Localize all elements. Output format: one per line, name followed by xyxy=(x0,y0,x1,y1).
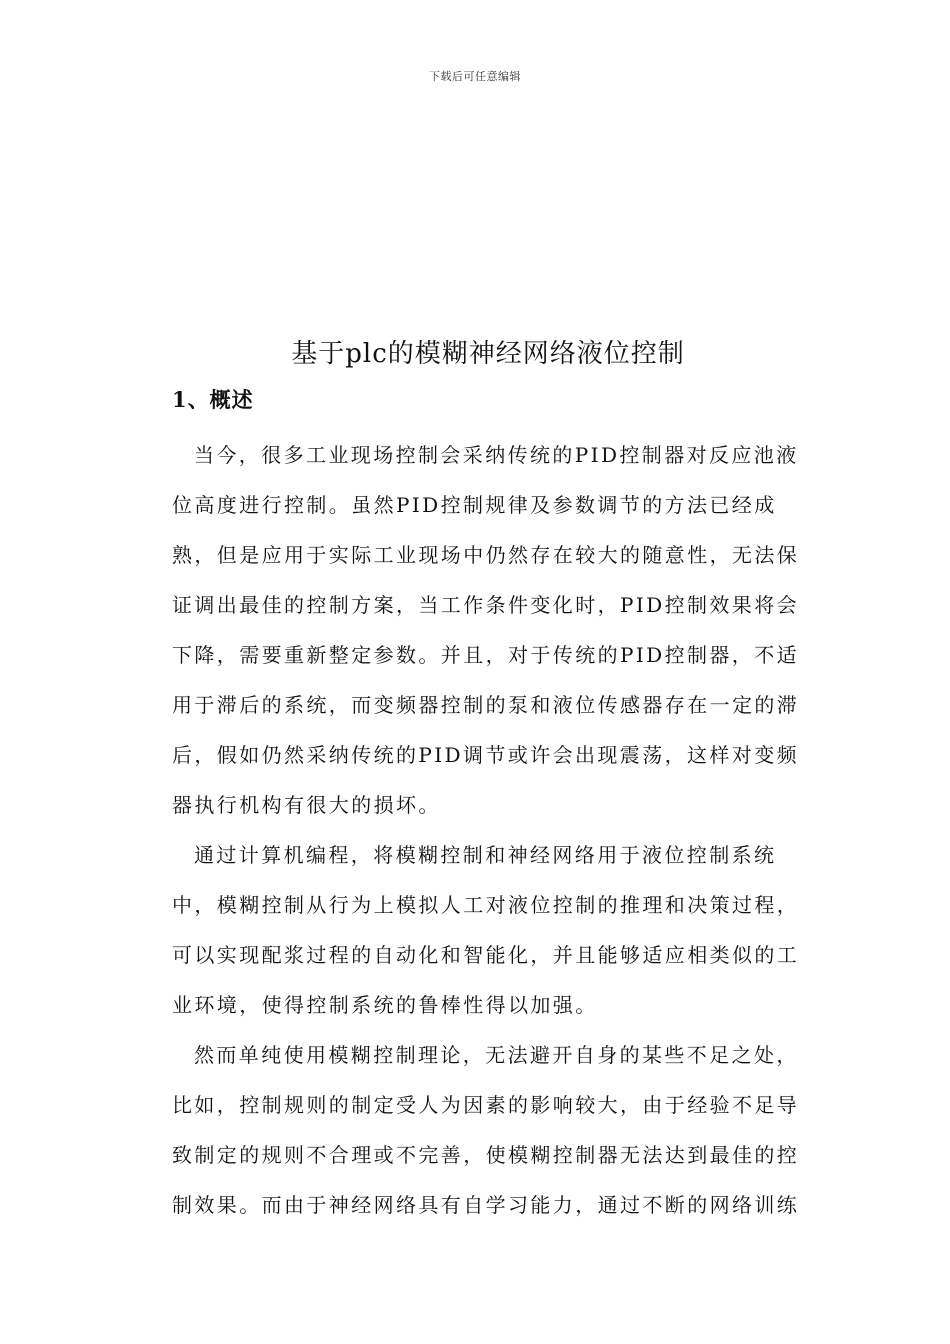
header-note: 下载后可任意编辑 xyxy=(429,70,521,83)
section-heading: 1、概述 xyxy=(172,387,254,412)
paragraph-1: 当今，很多工业现场控制会采纳传统的PID控制器对反应池液位高度进行控制。虽然PID控制规律及参数调节的方法已经成熟，但是应用于实际工业现场中仍然存在较大的随意性，无法保证调出最佳的控制方案，当工作条件变化时，PID控制效果将会下降，需要重新整定参数。并且，对于传统的PID控制器，不适用于滞后的系统，而变频器控制的泵和液位传感器存在一定的滞后，假如仍然采纳传统的PID调节或许会出现震荡，这样对变频器执行机构有很大的损坏。 xyxy=(172,443,800,817)
document-title: 基于plc的模糊神经网络液位控制 xyxy=(291,339,685,369)
body-text xyxy=(172,430,812,1230)
paragraph-2: 通过计算机编程，将模糊控制和神经网络用于液位控制系统中，模糊控制从行为上模拟人工对液位控制的推理和决策过程，可以实现配浆过程的自动化和智能化，并且能够适应相类似的工业环境，使得控制系统的鲁棒性得以加强。 xyxy=(172,843,800,1017)
paragraph-3: 然而单纯使用模糊控制理论，无法避开自身的某些不足之处，比如，控制规则的制定受人为因素的影响较大，由于经验不足导致制定的规则不合理或不完善，使模糊控制器无法达到最佳的控制效果。而由于神经网络具有自学习能力，通过不断的网络训练 xyxy=(172,1043,800,1217)
